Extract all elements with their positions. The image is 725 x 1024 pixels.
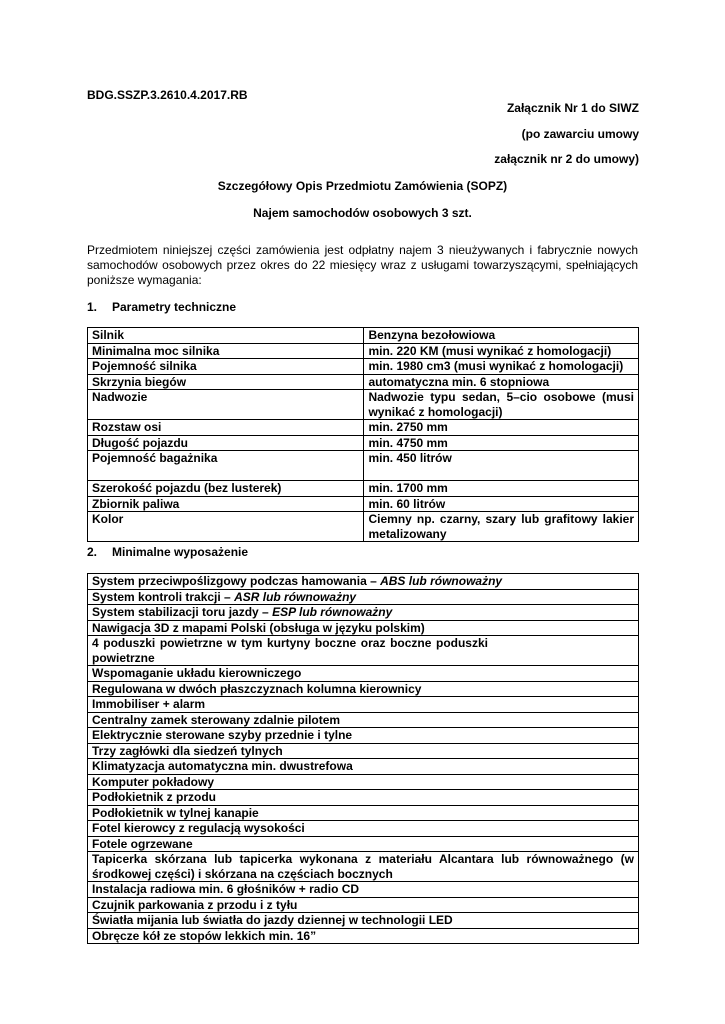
equipment-item [88,928,639,944]
equipment-row [88,821,639,837]
equipment-item [88,728,639,744]
equipment-text: Tapicerka skórzana lub tapicerka wykonana z materiału Alcantara lub równoważnego (w środkowej części) i skórzana na częściach bocznych [92,852,634,881]
equipment-text: System przeciwpoślizgowy podczas hamowania – [92,574,381,588]
equipment-text: Instalacja radiowa min. 6 głośników + radio CD [92,882,360,896]
equipment-text: Podłokietnik z przodu [92,790,217,804]
param-value: Nadwozie typu sedan, 5–cio osobowe (musi wynikać z homologacji) [364,390,639,420]
equipment-item [88,852,639,882]
equipment-table [87,573,639,944]
param-value: min. 2750 mm [364,420,639,436]
param-label: Szerokość pojazdu (bez lusterek) [88,481,364,497]
equipment-item [88,774,639,790]
after-contract-label: (po zawarciu umowy [521,127,639,141]
param-row [88,451,639,481]
equipment-row [88,697,639,713]
equipment-item [88,605,639,621]
equipment-text: Wspomaganie układu kierowniczego [92,666,302,680]
contract-annex-label: załącznik nr 2 do umowy) [494,152,639,166]
equipment-row [88,913,639,929]
param-label: Kolor [88,512,364,542]
param-label: Skrzynia biegów [88,374,364,390]
document-subtitle: Najem samochodów osobowych 3 szt. [253,206,472,220]
equipment-item [88,743,639,759]
equipment-row [88,620,639,636]
equipment-text: Elektrycznie sterowane szyby przednie i tylne [92,728,353,742]
equipment-row [88,589,639,605]
equipment-item [88,897,639,913]
param-label: Silnik [88,328,364,344]
equipment-item [88,712,639,728]
param-label: Pojemność silnika [88,359,364,375]
technical-parameters-table [87,327,639,542]
document-reference: BDG.SSZP.3.2610.4.2017.RB [87,88,248,102]
param-row [88,435,639,451]
equipment-text: Fotel kierowcy z regulacją wysokości [92,821,305,835]
equipment-row [88,897,639,913]
param-value: min. 1980 cm3 (musi wynikać z homologacji) [364,359,639,375]
equipment-item [88,589,639,605]
equipment-text: Klimatyzacja automatyczna min. dwustrefowa [92,759,353,773]
equipment-row [88,666,639,682]
equipment-row [88,759,639,775]
param-value: min. 450 litrów [364,451,639,481]
param-value: Ciemny np. czarny, szary lub grafitowy lakier metalizowany [364,512,639,542]
equipment-row [88,790,639,806]
equipment-text: Światła mijania lub światła do jazdy dziennej w technologii LED [92,913,453,927]
param-row [88,343,639,359]
param-row [88,374,639,390]
section1-heading [87,300,236,314]
equipment-item [88,913,639,929]
equipment-item [88,620,639,636]
equipment-text: Obręcze kół ze stopów lekkich min. 16” [92,928,317,943]
equipment-row [88,636,639,666]
equipment-text: System kontroli trakcji – [92,589,235,604]
equipment-item [88,574,639,590]
equipment-row [88,836,639,852]
equipment-text: Podłokietnik w tylnej kanapie [92,805,259,820]
param-label: Długość pojazdu [88,435,364,451]
equipment-item [88,790,639,806]
equipment-row [88,928,639,944]
equipment-text: 4 poduszki powietrzne w tym kurtyny boczne oraz boczne poduszki powietrzne [92,636,488,665]
param-row [88,481,639,497]
equipment-row [88,805,639,821]
section2-heading [87,545,248,559]
equipment-item [88,836,639,852]
equipment-row [88,743,639,759]
equipment-text: Fotele ogrzewane [92,836,193,851]
equipment-alternative: ABS lub równoważny [380,574,503,588]
equipment-text: Trzy zagłówki dla siedzeń tylnych [92,743,283,758]
param-value: min. 60 litrów [364,496,639,512]
section1-title: Parametry techniczne [112,300,237,314]
annex-label: Załącznik Nr 1 do SIWZ [506,101,639,115]
equipment-item [88,805,639,821]
equipment-text: Nawigacja 3D z mapami Polski (obsługa w języku polskim) [92,620,425,635]
equipment-item [88,759,639,775]
param-row [88,390,639,420]
param-label: Rozstaw osi [88,420,364,436]
equipment-alternative: ESP lub równoważny [272,605,393,619]
equipment-row [88,681,639,697]
equipment-text: Centralny zamek sterowany zdalnie pilotem [92,712,341,727]
equipment-text: Czujnik parkowania z przodu i z tyłu [92,897,298,912]
param-row [88,359,639,375]
param-label: Zbiornik paliwa [88,496,364,512]
equipment-item [88,882,639,898]
param-row [88,420,639,436]
section2-title: Minimalne wyposażenie [112,545,249,559]
param-value: automatyczna min. 6 stopniowa [364,374,639,390]
param-value: min. 1700 mm [364,481,639,497]
equipment-row [88,728,639,744]
param-label: Minimalna moc silnika [88,343,364,359]
section1-number: 1. [87,300,98,314]
equipment-item [88,666,639,682]
document-title: Szczegółowy Opis Przedmiotu Zamówienia (SOPZ) [217,179,508,193]
equipment-alternative: ASR lub równoważny [234,589,357,604]
param-row [88,512,639,542]
equipment-item [88,636,639,666]
equipment-text: Immobiliser + alarm [92,697,206,711]
equipment-item [88,697,639,713]
param-row [88,328,639,344]
param-value: min. 220 KM (musi wynikać z homologacji) [364,343,639,359]
param-value: Benzyna bezołowiowa [364,328,639,344]
equipment-text: Komputer pokładowy [92,774,215,789]
equipment-row [88,774,639,790]
intro-paragraph: Przedmiotem niniejszej części zamówienia jest odpłatny najem 3 nieużywanych i fabrycznie nowych samochodów osobowych przez okres do 22 miesięcy wraz z usługami towarzyszącymi, spełniających poniższe wymagania: [87,243,638,287]
equipment-text: System stabilizacji toru jazdy – [92,605,273,619]
param-value: min. 4750 mm [364,435,639,451]
equipment-row [88,852,639,882]
equipment-row [88,605,639,621]
equipment-row [88,882,639,898]
param-label: Nadwozie [88,390,364,420]
equipment-item [88,821,639,837]
equipment-row [88,574,639,590]
param-row [88,496,639,512]
section2-number: 2. [87,545,98,559]
param-label: Pojemność bagażnika [88,451,364,481]
equipment-item [88,681,639,697]
equipment-text: Regulowana w dwóch płaszczyznach kolumna kierownicy [92,681,422,696]
equipment-row [88,712,639,728]
